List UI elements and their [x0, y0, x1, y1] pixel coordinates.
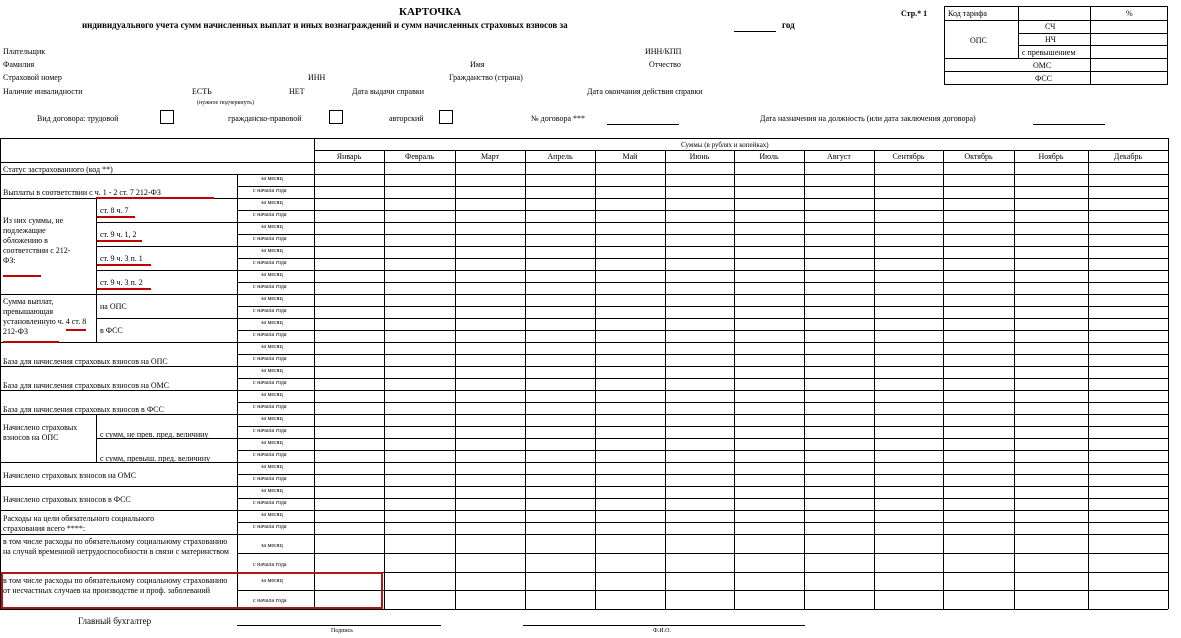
fio-caption: Ф.И.О. [653, 628, 671, 634]
tariff-fss: ФСС [1035, 74, 1052, 83]
from-year-label: с начала года [253, 284, 287, 290]
per-month-label: за месяц [261, 368, 283, 374]
per-month-label: за месяц [261, 200, 283, 206]
patronymic-label: Отчество [649, 60, 681, 69]
disability-yes[interactable]: ЕСТЬ [192, 87, 212, 96]
contract-type-label: Вид договора: трудовой [37, 114, 119, 123]
per-month-label: за месяц [261, 578, 283, 584]
from-year-label: с начала года [253, 188, 287, 194]
page-number: Стр.* 1 [901, 9, 928, 18]
month-header-2: Февраль [405, 152, 434, 161]
status-label: Статус застрахованного (код **) [3, 165, 113, 174]
chief-accountant-label: Главный бухгалтер [78, 616, 152, 626]
accrued-oms-label: Начислено страховых взносов на ОМС [3, 471, 137, 480]
per-month-label: за месяц [261, 344, 283, 350]
highlight-frame [1, 572, 383, 609]
expenses-temp-label: в том числе расходы по обязательному социальному страхованию на случай временной нетрудоспособности в связи с материнством [3, 537, 229, 556]
inn-kpp-label: ИНН/КПП [645, 47, 682, 56]
accrued-ops-b-label: с сумм, превыш. пред. величину [100, 454, 211, 463]
from-year-label: с начала года [253, 452, 287, 458]
excess-fss-label: в ФСС [100, 326, 123, 335]
accrued-ops-label: Начислено страховых взносов на ОПС [3, 423, 78, 442]
base-oms-label: База для начисления страховых взносов на ОМС [3, 381, 170, 390]
month-header-12: Декабрь [1113, 152, 1143, 161]
contract-author-checkbox[interactable] [439, 110, 453, 124]
base-ops-label: База для начисления страховых взносов на ОПС [3, 357, 168, 366]
name-label: Имя [470, 60, 485, 69]
accrued-ops-a-label: с сумм, не прев. пред. величину [100, 430, 209, 439]
year-field[interactable] [734, 31, 776, 32]
underline-needed-note: (нужное подчеркнуть) [197, 100, 254, 106]
month-header-8: Август [827, 152, 851, 161]
tariff-sch: СЧ [1045, 22, 1056, 31]
tariff-excess: с превышением [1022, 48, 1076, 57]
from-year-label: с начала года [253, 476, 287, 482]
from-year-label: с начала года [253, 562, 287, 568]
appoint-date-label: Дата назначения на должность (или дата заключения договора) [760, 114, 976, 123]
disability-no[interactable]: НЕТ [289, 87, 305, 96]
contract-number-label: № договора *** [531, 114, 586, 123]
exempt-item-1: ст. 8 ч. 7 [100, 206, 129, 215]
month-header-7: Июль [759, 152, 779, 161]
exempt-item-4: ст. 9 ч. 3 п. 2 [100, 278, 143, 287]
payer-label: Плательщик [3, 47, 46, 56]
payments-label: Выплаты в соответствии с ч. 1 - 2 ст. 7 212-ФЗ [3, 188, 161, 197]
from-year-label: с начала года [253, 598, 287, 604]
per-month-label: за месяц [261, 512, 283, 518]
cert-end-label: Дата окончания действия справки [587, 87, 703, 96]
per-month-label: за месяц [261, 176, 283, 182]
from-year-label: с начала года [253, 404, 287, 410]
contract-civil-checkbox[interactable] [329, 110, 343, 124]
per-month-label: за месяц [261, 392, 283, 398]
excess-sum-label: Сумма выплат, превышающая установленную ч. 4 ст. 8 212-ФЗ [3, 297, 87, 336]
from-year-label: с начала года [253, 332, 287, 338]
insurance-number-label: Страховой номер [3, 73, 62, 82]
month-header-6: Июнь [689, 152, 710, 161]
fio-field[interactable] [523, 625, 805, 626]
sums-header: Суммы (в рублях и копейках) [681, 141, 769, 149]
tariff-ops: ОПС [970, 36, 987, 45]
from-year-label: с начала года [253, 380, 287, 386]
month-header-1: Январь [336, 152, 362, 161]
accrued-fss-label: Начислено страховых взносов в ФСС [3, 495, 131, 504]
excess-ops-label: на ОПС [100, 302, 127, 311]
year-word: год [782, 20, 795, 30]
inn-label: ИНН [308, 73, 326, 82]
from-year-label: с начала года [253, 500, 287, 506]
tariff-percent: % [1126, 9, 1133, 18]
per-month-label: за месяц [261, 248, 283, 254]
expenses-accident-label: в том числе расходы по обязательному социальному страхованию от несчастных случаев на производстве и проф. заболеваний [3, 576, 228, 595]
per-month-label: за месяц [261, 464, 283, 470]
page-title: КАРТОЧКА [399, 6, 462, 18]
contract-number-field[interactable] [607, 124, 679, 125]
per-month-label: за месяц [261, 416, 283, 422]
month-header-9: Сентябрь [892, 152, 925, 161]
from-year-label: с начала года [253, 260, 287, 266]
per-month-label: за месяц [261, 296, 283, 302]
contract-labor-checkbox[interactable] [160, 110, 174, 124]
from-year-label: с начала года [253, 524, 287, 530]
surname-label: Фамилия [3, 60, 35, 69]
signature-field[interactable] [237, 625, 441, 626]
per-month-label: за месяц [261, 224, 283, 230]
cert-issue-label: Дата выдачи справки [352, 87, 425, 96]
citizenship-label: Гражданство (страна) [449, 73, 523, 82]
appoint-date-field[interactable] [1033, 124, 1105, 125]
from-year-label: с начала года [253, 356, 287, 362]
tariff-oms: ОМС [1033, 61, 1052, 70]
month-header-11: Ноябрь [1038, 152, 1064, 161]
expenses-total-label: Расходы на цели обязательного социального страхования всего ****: [3, 514, 155, 533]
contract-author-label: авторский [389, 114, 424, 123]
month-header-5: Май [622, 152, 638, 161]
per-month-label: за месяц [261, 488, 283, 494]
tariff-code-label: Код тарифа [948, 9, 987, 18]
base-fss-label: База для начисления страховых взносов в ФСС [3, 405, 164, 414]
contract-civil-label: гражданско-правовой [228, 114, 302, 123]
per-month-label: за месяц [261, 543, 283, 549]
from-year-label: с начала года [253, 212, 287, 218]
disability-label: Наличие инвалидности [3, 87, 83, 96]
page-subtitle: индивидуального учета сумм начисленных выплат и иных вознаграждений и сумм начисленных страховых взносов за [82, 20, 568, 30]
per-month-label: за месяц [261, 272, 283, 278]
month-header-4: Апрель [547, 152, 573, 161]
exempt-item-2: ст. 9 ч. 1, 2 [100, 230, 137, 239]
from-year-label: с начала года [253, 428, 287, 434]
tariff-nch: НЧ [1045, 35, 1056, 44]
exempt-item-3: ст. 9 ч. 3 п. 1 [100, 254, 143, 263]
signature-caption: Подпись [331, 628, 354, 634]
per-month-label: за месяц [261, 320, 283, 326]
exempt-label: Из них суммы, не подлежащие обложению в соответствии с 212-ФЗ: [3, 216, 71, 265]
from-year-label: с начала года [253, 236, 287, 242]
per-month-label: за месяц [261, 440, 283, 446]
month-header-3: Март [480, 152, 500, 161]
from-year-label: с начала года [253, 308, 287, 314]
month-header-10: Октябрь [964, 152, 993, 161]
